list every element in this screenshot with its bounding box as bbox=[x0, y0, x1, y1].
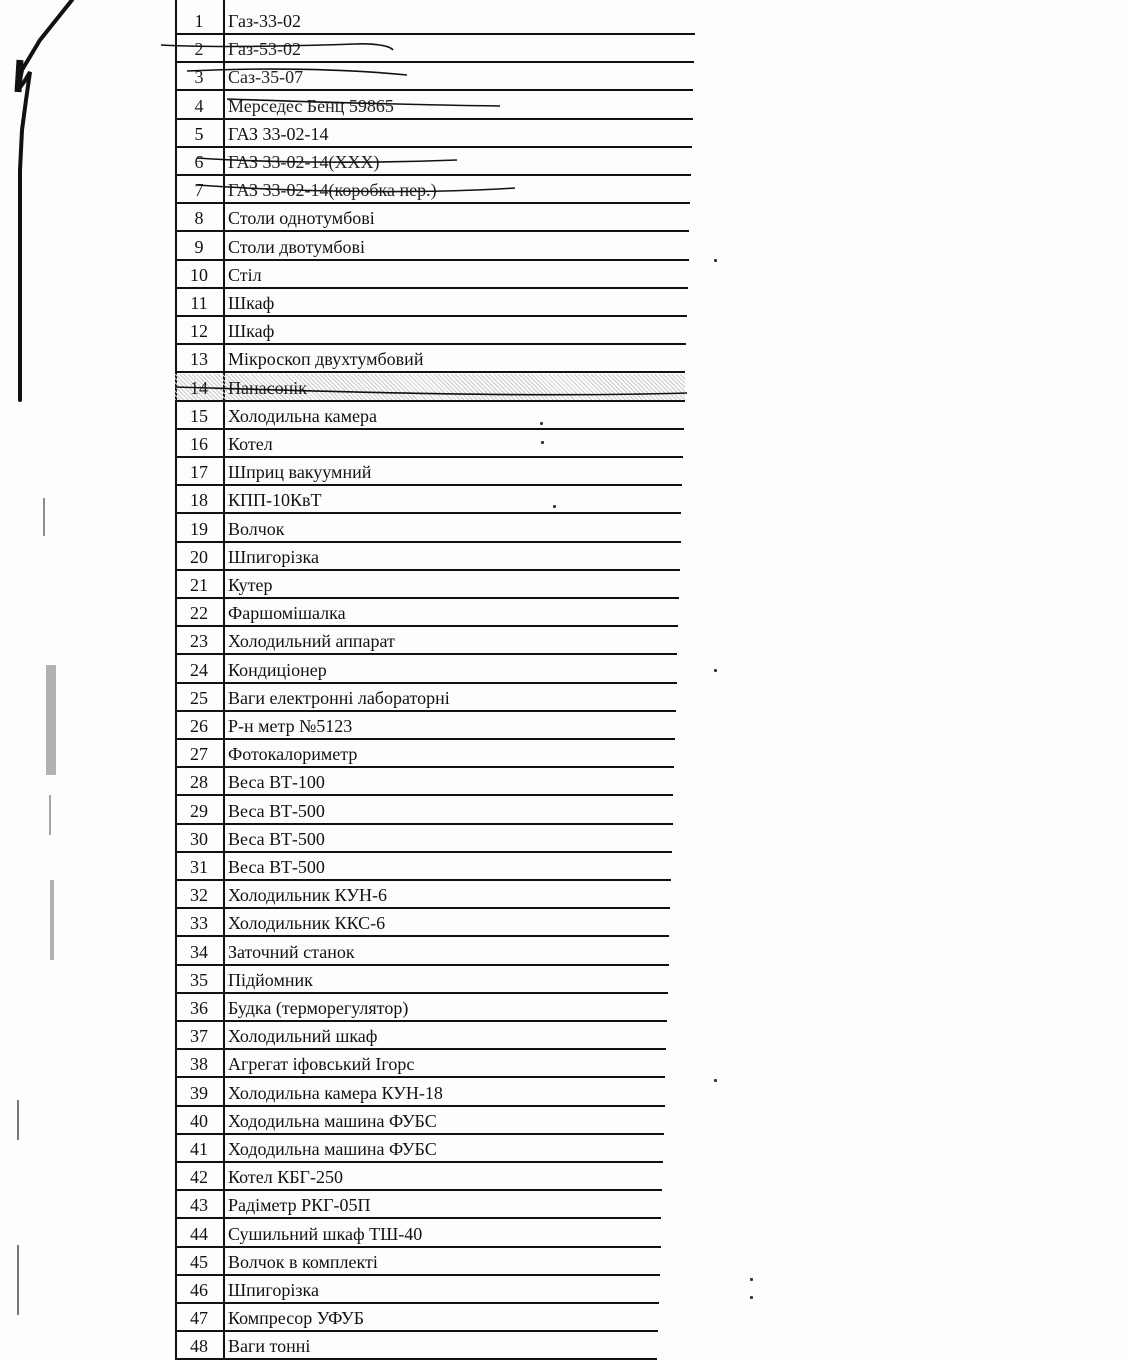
row-item-name: Холодильний аппарат bbox=[228, 631, 395, 652]
table-row bbox=[175, 543, 680, 571]
row-item-name: Заточний станок bbox=[228, 941, 355, 962]
table-row bbox=[175, 684, 676, 712]
row-item-name: Шприц вакуумний bbox=[228, 462, 372, 483]
row-number: 30 bbox=[190, 828, 208, 849]
row-item-name: Стіл bbox=[228, 264, 262, 285]
row-number: 2 bbox=[194, 39, 204, 60]
row-number: 6 bbox=[194, 152, 204, 172]
table-row bbox=[175, 1191, 661, 1219]
row-number: 15 bbox=[190, 405, 208, 426]
table-row bbox=[175, 486, 681, 514]
row-item-name: Фаршомішалка bbox=[228, 603, 346, 624]
row-number: 34 bbox=[190, 941, 208, 962]
table-row bbox=[175, 515, 681, 543]
strike-line bbox=[175, 387, 687, 395]
row-number: 45 bbox=[190, 1251, 208, 1272]
row-number: 24 bbox=[190, 659, 208, 680]
row-item-name: Саз-35-07 bbox=[228, 67, 304, 88]
row-number: 27 bbox=[190, 744, 208, 765]
row-number: 41 bbox=[190, 1139, 208, 1159]
row-item-name: Радіметр РКГ-05П bbox=[228, 1195, 371, 1216]
row-number: 13 bbox=[190, 349, 208, 370]
table-row bbox=[175, 599, 678, 627]
row-number: 11 bbox=[190, 293, 208, 313]
scan-dot bbox=[714, 1079, 717, 1082]
handwritten-strikethroughs bbox=[175, 0, 735, 418]
margin-speck bbox=[49, 795, 51, 835]
row-number: 1 bbox=[194, 11, 204, 31]
row-item-name: Столи двотумбові bbox=[228, 236, 366, 257]
row-number: 23 bbox=[190, 631, 208, 652]
margin-speck bbox=[43, 498, 45, 536]
row-item-name: Волчок bbox=[228, 518, 285, 539]
table-row bbox=[175, 768, 673, 796]
row-item-name: Мікроскоп двухтумбовий bbox=[228, 349, 424, 370]
row-number: 44 bbox=[190, 1223, 208, 1244]
row-item-name: КПП-10КвТ bbox=[228, 490, 322, 511]
row-item-name: Холодильна камера КУН-18 bbox=[228, 1082, 443, 1103]
table-row bbox=[175, 881, 670, 909]
row-item-name: Шкаф bbox=[228, 321, 275, 342]
margin-smudge bbox=[50, 880, 54, 960]
row-number: 42 bbox=[190, 1167, 208, 1188]
row-number: 46 bbox=[190, 1280, 208, 1300]
row-number: 9 bbox=[194, 236, 204, 257]
row-item-name: Веса ВТ-500 bbox=[228, 857, 325, 877]
row-number: 5 bbox=[194, 123, 204, 144]
row-number: 32 bbox=[190, 885, 208, 906]
row-item-name: Столи однотумбові bbox=[228, 208, 375, 229]
strike-line bbox=[187, 69, 407, 75]
table-row bbox=[175, 1163, 662, 1191]
table-row bbox=[175, 938, 669, 966]
row-number: 36 bbox=[190, 998, 208, 1018]
table-row bbox=[175, 1107, 664, 1135]
row-number: 43 bbox=[190, 1195, 208, 1216]
table-row bbox=[175, 1022, 666, 1050]
table-row bbox=[175, 1135, 663, 1163]
row-number: 4 bbox=[194, 95, 204, 116]
row-number: 10 bbox=[190, 264, 208, 285]
row-number: 12 bbox=[190, 321, 208, 342]
row-item-name: Холодильний шкаф bbox=[228, 1026, 378, 1047]
row-number: 21 bbox=[190, 575, 208, 595]
row-number: 17 bbox=[190, 462, 208, 483]
row-item-name: Котел КБГ-250 bbox=[228, 1167, 343, 1188]
strike-line bbox=[161, 44, 393, 50]
margin-pen-stroke bbox=[0, 0, 120, 420]
margin-speck bbox=[17, 1100, 19, 1140]
row-item-name: Волчок в комплекті bbox=[228, 1251, 378, 1272]
row-item-name: Мерседес Бенц 59865 bbox=[228, 95, 394, 116]
margin-smudge bbox=[46, 665, 56, 775]
row-item-name: Агрегат іфовський Ігорс bbox=[228, 1054, 415, 1075]
inventory-table bbox=[175, 0, 695, 1360]
table-row bbox=[175, 1276, 659, 1304]
row-item-name: Шпигорізка bbox=[228, 546, 319, 567]
table-row bbox=[175, 1050, 665, 1078]
row-number: 20 bbox=[190, 546, 208, 567]
row-number: 16 bbox=[190, 434, 208, 454]
row-item-name: Хододильна машина ФУБС bbox=[228, 1110, 437, 1131]
row-number: 33 bbox=[190, 913, 208, 934]
row-number: 22 bbox=[190, 603, 208, 624]
table-row bbox=[175, 1248, 660, 1276]
row-number: 47 bbox=[190, 1308, 208, 1329]
row-item-name: Кондиціонер bbox=[228, 659, 327, 680]
row-number: 14 bbox=[190, 377, 208, 398]
row-item-name: Холодильна камера bbox=[228, 405, 378, 426]
table-row bbox=[175, 458, 682, 486]
table-row bbox=[175, 430, 683, 458]
table-row bbox=[175, 712, 675, 740]
row-number: 3 bbox=[194, 67, 204, 88]
row-number: 38 bbox=[190, 1054, 208, 1075]
row-number: 39 bbox=[190, 1082, 208, 1103]
margin-speck bbox=[17, 1245, 19, 1315]
table-row bbox=[175, 853, 671, 881]
strike-line bbox=[197, 185, 515, 192]
row-number: 25 bbox=[190, 687, 208, 708]
row-item-name: Р-н метр №5123 bbox=[228, 716, 353, 736]
table-row bbox=[175, 825, 672, 853]
table-row bbox=[175, 627, 677, 655]
row-item-name: Шпигорізка bbox=[228, 1280, 319, 1300]
row-item-name: Холодильник КУН-6 bbox=[228, 885, 387, 906]
row-item-name: ГАЗ 33-02-14(XXX) bbox=[228, 152, 380, 172]
row-item-name: Ваги тонні bbox=[228, 1336, 311, 1357]
row-item-name: Газ-53-02 bbox=[228, 39, 302, 60]
row-item-name: Ваги електронні лабораторні bbox=[228, 687, 450, 708]
row-number: 37 bbox=[190, 1026, 208, 1047]
scan-dot bbox=[750, 1296, 753, 1299]
row-item-name: Веса ВТ-500 bbox=[228, 800, 325, 821]
row-item-name: Компресор УФУБ bbox=[228, 1308, 365, 1329]
table-row bbox=[175, 909, 669, 937]
table-row bbox=[175, 1079, 665, 1107]
row-number: 31 bbox=[190, 857, 208, 877]
row-number: 7 bbox=[194, 180, 204, 201]
row-number: 48 bbox=[190, 1336, 208, 1357]
row-item-name: Шкаф bbox=[228, 293, 275, 313]
table-row bbox=[175, 994, 667, 1022]
row-number: 26 bbox=[190, 716, 208, 736]
strike-line bbox=[197, 158, 457, 162]
row-item-name: Котел bbox=[228, 434, 273, 454]
table-row bbox=[175, 740, 674, 768]
table-row bbox=[175, 1332, 657, 1360]
row-number: 18 bbox=[190, 490, 208, 511]
row-item-name: ГАЗ 33-02-14 bbox=[228, 123, 329, 144]
row-item-name: Панасонік bbox=[228, 377, 307, 398]
table-row bbox=[175, 571, 679, 599]
table-row bbox=[175, 656, 677, 684]
row-item-name: Будка (терморегулятор) bbox=[228, 998, 409, 1018]
scan-dot bbox=[750, 1278, 753, 1281]
row-item-name: Хододильна машина ФУБС bbox=[228, 1139, 437, 1159]
scan-dot bbox=[714, 669, 717, 672]
table-row bbox=[175, 797, 673, 825]
table-row bbox=[175, 966, 668, 994]
row-number: 8 bbox=[194, 208, 204, 229]
row-item-name: Холодильник ККС-6 bbox=[228, 913, 386, 934]
table-row bbox=[175, 1304, 658, 1332]
row-item-name: Газ-33-02 bbox=[228, 11, 302, 31]
row-number: 35 bbox=[190, 969, 208, 990]
row-item-name: Веса ВТ-100 bbox=[228, 772, 325, 793]
row-item-name: Сушильний шкаф ТШ-40 bbox=[228, 1223, 423, 1244]
row-item-name: Веса ВТ-500 bbox=[228, 828, 325, 849]
table-row bbox=[175, 1220, 661, 1248]
row-number: 28 bbox=[190, 772, 208, 793]
row-number: 40 bbox=[190, 1110, 208, 1131]
row-item-name: Кутер bbox=[228, 575, 273, 595]
row-item-name: Фотокалориметр bbox=[228, 744, 358, 765]
row-item-name: Підйомник bbox=[228, 969, 313, 990]
strike-line bbox=[227, 99, 500, 106]
row-number: 29 bbox=[190, 800, 208, 821]
row-item-name: ГАЗ 33-02-14(коробка пер.) bbox=[228, 180, 437, 201]
row-number: 19 bbox=[190, 518, 208, 539]
